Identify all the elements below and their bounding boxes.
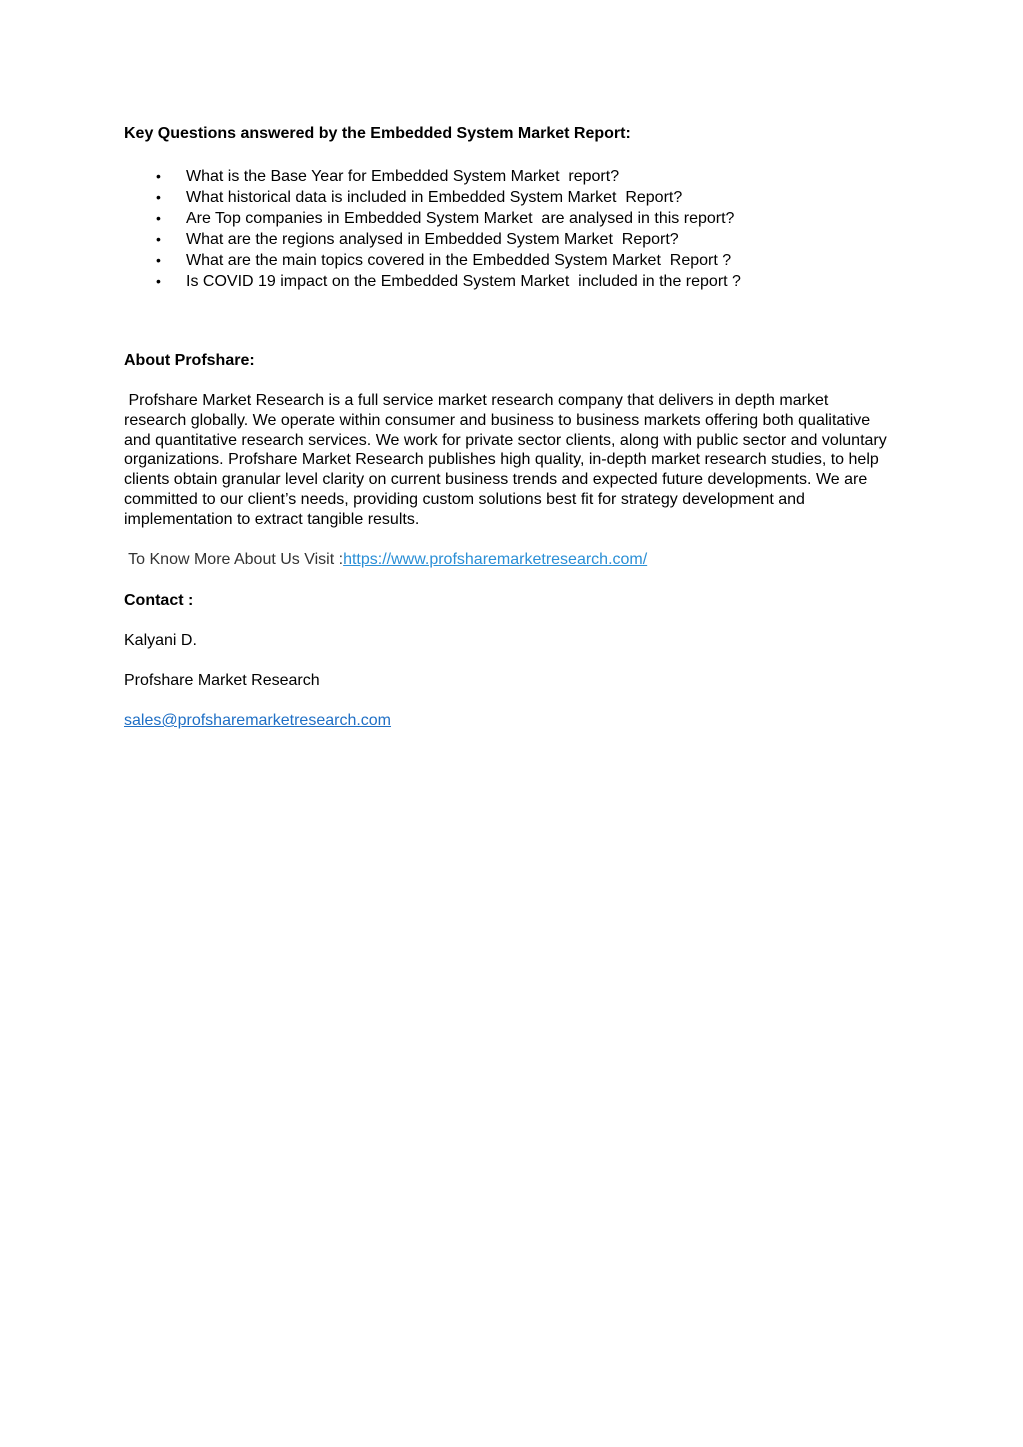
bullet-icon: • xyxy=(156,252,161,268)
question-text: What are the main topics covered in the Embedded System Market Report ? xyxy=(186,252,732,269)
bullet-icon: • xyxy=(156,210,161,226)
question-text: What is the Base Year for Embedded System Market report? xyxy=(186,168,620,185)
question-text: What are the regions analysed in Embedded System Market Report? xyxy=(186,231,679,248)
website-link[interactable]: https://www.profsharemarketresearch.com/ xyxy=(343,551,648,568)
visit-line xyxy=(124,550,647,570)
question-text: Are Top companies in Embedded System Market are analysed in this report? xyxy=(186,210,735,227)
email-link[interactable]: sales@profsharemarketresearch.com xyxy=(124,712,392,729)
key-questions-heading: Key Questions answered by the Embedded System Market Report: xyxy=(124,125,631,142)
about-heading: About Profshare: xyxy=(124,352,255,369)
contact-heading: Contact : xyxy=(124,592,194,609)
bullet-icon: • xyxy=(156,189,161,205)
bullet-icon: • xyxy=(156,231,161,247)
question-text: Is COVID 19 impact on the Embedded System Market included in the report ? xyxy=(186,273,741,290)
contact-company: Profshare Market Research xyxy=(124,672,320,689)
bullet-icon: • xyxy=(156,168,161,184)
contact-email-line xyxy=(124,711,391,731)
contact-name: Kalyani D. xyxy=(124,632,197,649)
bullet-icon: • xyxy=(156,273,161,289)
about-paragraph: Profshare Market Research is a full service market research company that delivers in depth market research globally. We operate within consumer and business to business markets offering both qualitative and quantitative research services. We work for private sector clients, along with public sector and voluntary organizations. Profshare Market Research publishes high quality, in-depth market research studies, to help clients obtain granular level clarity on current business trends and expected future developments. We are committed to our client’s needs, providing custom solutions best fit for strategy development and implementation to extract tangible results. xyxy=(124,392,892,528)
question-text: What historical data is included in Embedded System Market Report? xyxy=(186,189,683,206)
visit-prefix: To Know More About Us Visit : xyxy=(124,551,344,568)
